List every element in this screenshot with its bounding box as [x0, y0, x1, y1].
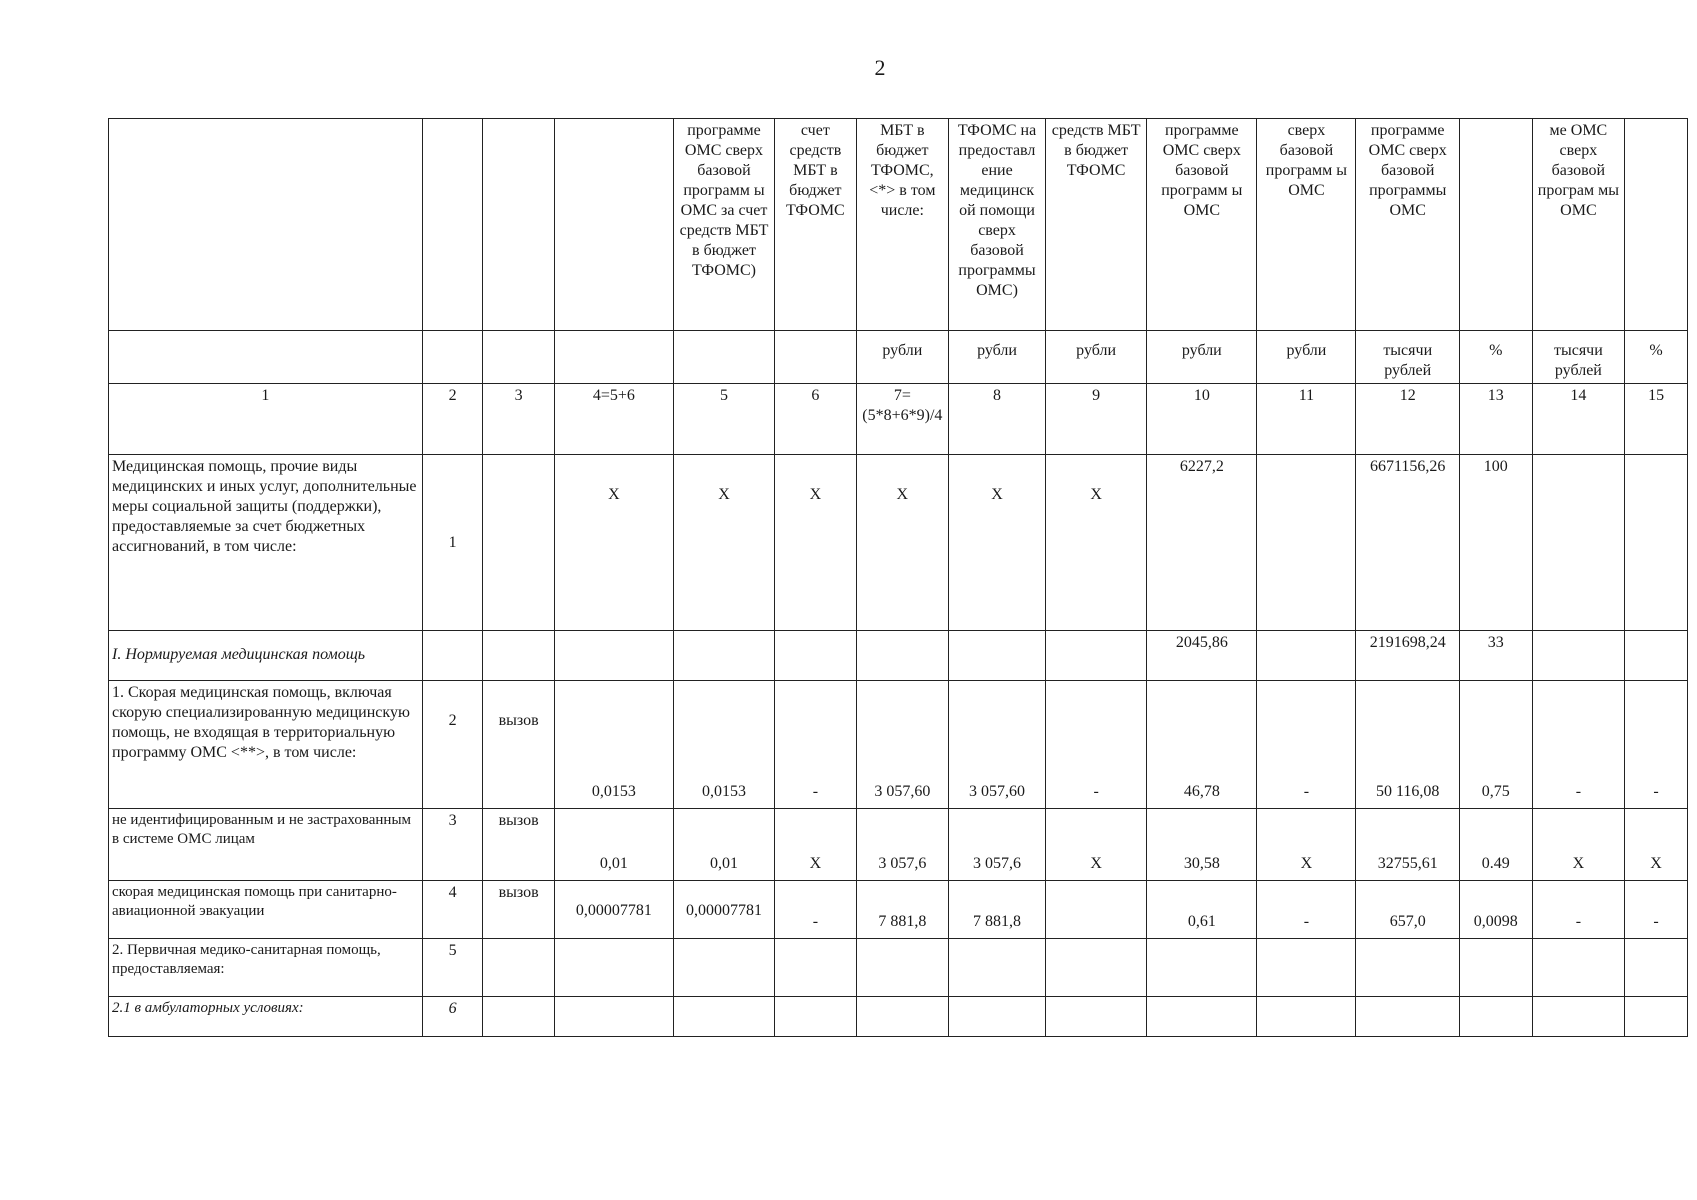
cell-empty [856, 997, 948, 1037]
row-label: 2. Первичная медико-санитарная помощь, предоставляемая: [109, 939, 423, 997]
cell-empty [1257, 997, 1356, 1037]
cell-c10: 2045,86 [1147, 631, 1257, 681]
cell-c10: 6227,2 [1147, 455, 1257, 631]
cell-c6 [775, 631, 856, 681]
table-row [109, 455, 1688, 631]
cell-c11: Х [1257, 809, 1356, 881]
col-number: 9 [1045, 384, 1146, 455]
table-row [109, 881, 1688, 939]
col-number: 10 [1147, 384, 1257, 455]
header-cell-12: программе ОМС сверх базовой программы ОМС [1356, 119, 1460, 331]
row-unit [483, 455, 555, 631]
cell-c4: Х [554, 455, 673, 631]
cell-empty [775, 939, 856, 997]
row-label: 2.1 в амбулаторных условиях: [109, 997, 423, 1037]
cell-c14 [1532, 455, 1624, 631]
header-cell-11: сверх базовой программ ы ОМС [1257, 119, 1356, 331]
cell-c10: 30,58 [1147, 809, 1257, 881]
cell-empty [949, 939, 1046, 997]
cell-c7: Х [856, 455, 948, 631]
cell-c15 [1625, 631, 1688, 681]
header-cell-3 [483, 119, 555, 331]
cell-c10: 0,61 [1147, 881, 1257, 939]
header-cell-9: средств МБТ в бюджет ТФОМС [1045, 119, 1146, 331]
cell-c5 [673, 631, 774, 681]
cell-c5: 0,00007781 [673, 881, 774, 939]
row-unit: вызов [483, 809, 555, 881]
col-number: 7=(5*8+6*9)/4 [856, 384, 948, 455]
cell-empty [1356, 939, 1460, 997]
cell-empty [1045, 997, 1146, 1037]
header-cell-2 [422, 119, 483, 331]
cell-empty [1459, 939, 1532, 997]
header-cell-13 [1459, 119, 1532, 331]
cell-c13: 0,75 [1459, 681, 1532, 809]
cell-c7: 3 057,60 [856, 681, 948, 809]
cell-c14: - [1532, 881, 1624, 939]
cell-c8: 7 881,8 [949, 881, 1046, 939]
cell-c12: 6671156,26 [1356, 455, 1460, 631]
cell-empty [673, 997, 774, 1037]
row-label: I. Нормируемая медицинская помощь [109, 631, 423, 681]
header-cell-15 [1625, 119, 1688, 331]
header-cell-6: счет средств МБТ в бюджет ТФОМС [775, 119, 856, 331]
cell-c6: Х [775, 455, 856, 631]
header-cell-8: ТФОМС на предоставл ение медицинск ой помощи сверх базовой программы ОМС) [949, 119, 1046, 331]
col-number: 5 [673, 384, 774, 455]
cell-c11 [1257, 631, 1356, 681]
cell-c12: 32755,61 [1356, 809, 1460, 881]
cell-empty [1625, 997, 1688, 1037]
cell-c8: 3 057,60 [949, 681, 1046, 809]
cell-empty [775, 997, 856, 1037]
cell-empty [949, 997, 1046, 1037]
cell-c8: 3 057,6 [949, 809, 1046, 881]
cell-c14 [1532, 631, 1624, 681]
row-unit [483, 631, 555, 681]
unit-cell-13: % [1459, 331, 1532, 384]
cell-empty [483, 939, 555, 997]
unit-cell-10: рубли [1147, 331, 1257, 384]
cell-empty [1459, 997, 1532, 1037]
row-number: 4 [422, 881, 483, 939]
table-row [109, 681, 1688, 809]
cell-c10: 46,78 [1147, 681, 1257, 809]
col-number: 2 [422, 384, 483, 455]
col-number: 8 [949, 384, 1046, 455]
col-number: 14 [1532, 384, 1624, 455]
unit-cell-14: тысячи рублей [1532, 331, 1624, 384]
cell-c4: 0,00007781 [554, 881, 673, 939]
cell-empty [1147, 997, 1257, 1037]
cell-c9: - [1045, 681, 1146, 809]
cell-c6: Х [775, 809, 856, 881]
unit-cell-7: рубли [856, 331, 948, 384]
table-row [109, 997, 1688, 1037]
row-number: 1 [422, 455, 483, 631]
cell-c5: Х [673, 455, 774, 631]
col-number: 3 [483, 384, 555, 455]
units-row [109, 331, 1688, 384]
cell-c6: - [775, 881, 856, 939]
cell-c13: 0.49 [1459, 809, 1532, 881]
unit-cell-4 [554, 331, 673, 384]
header-cell-5: программе ОМС сверх базовой программ ы ОМС за счет средств МБТ в бюджет ТФОМС) [673, 119, 774, 331]
row-unit: вызов [483, 881, 555, 939]
table-row [109, 809, 1688, 881]
unit-cell-8: рубли [949, 331, 1046, 384]
row-number: 3 [422, 809, 483, 881]
row-number: 6 [422, 997, 483, 1037]
unit-cell-1 [109, 331, 423, 384]
cell-c7 [856, 631, 948, 681]
cell-c9: Х [1045, 809, 1146, 881]
unit-cell-11: рубли [1257, 331, 1356, 384]
unit-cell-2 [422, 331, 483, 384]
row-number: 2 [422, 681, 483, 809]
header-cell-4 [554, 119, 673, 331]
cell-c12: 657,0 [1356, 881, 1460, 939]
cell-empty [1356, 997, 1460, 1037]
cell-c13: 0,0098 [1459, 881, 1532, 939]
cell-c12: 50 116,08 [1356, 681, 1460, 809]
budget-table [108, 118, 1688, 1037]
cell-empty [673, 939, 774, 997]
cell-c9 [1045, 631, 1146, 681]
cell-c14: - [1532, 681, 1624, 809]
cell-empty [1532, 997, 1624, 1037]
cell-empty [1257, 939, 1356, 997]
row-number [422, 631, 483, 681]
header-cell-14: ме ОМС сверх базовой програм мы ОМС [1532, 119, 1624, 331]
cell-c8 [949, 631, 1046, 681]
cell-c14: Х [1532, 809, 1624, 881]
cell-c7: 3 057,6 [856, 809, 948, 881]
cell-c13: 100 [1459, 455, 1532, 631]
cell-c6: - [775, 681, 856, 809]
col-number: 11 [1257, 384, 1356, 455]
row-number: 5 [422, 939, 483, 997]
col-number: 12 [1356, 384, 1460, 455]
cell-c11 [1257, 455, 1356, 631]
cell-c4: 0,0153 [554, 681, 673, 809]
cell-c15: - [1625, 881, 1688, 939]
table-row [109, 631, 1688, 681]
header-cell-1 [109, 119, 423, 331]
cell-empty [1625, 939, 1688, 997]
cell-c12: 2191698,24 [1356, 631, 1460, 681]
cell-c11: - [1257, 681, 1356, 809]
unit-cell-5 [673, 331, 774, 384]
cell-c9: Х [1045, 455, 1146, 631]
col-number: 1 [109, 384, 423, 455]
row-label: не идентифицированным и не застрахованным в системе ОМС лицам [109, 809, 423, 881]
page-number: 2 [874, 55, 886, 80]
cell-c5: 0,0153 [673, 681, 774, 809]
table-row [109, 939, 1688, 997]
cell-c13: 33 [1459, 631, 1532, 681]
row-label: скорая медицинская помощь при санитарно-авиационной эвакуации [109, 881, 423, 939]
cell-c15: Х [1625, 809, 1688, 881]
row-label: 1. Скорая медицинская помощь, включая скорую специализированную медицинскую помощь, не входящая в территориальную программу ОМС <**>, в том числе: [109, 681, 423, 809]
cell-empty [1147, 939, 1257, 997]
cell-empty [483, 997, 555, 1037]
unit-cell-6 [775, 331, 856, 384]
cell-c4: 0,01 [554, 809, 673, 881]
cell-empty [856, 939, 948, 997]
unit-cell-15: % [1625, 331, 1688, 384]
cell-c15: - [1625, 681, 1688, 809]
cell-c5: 0,01 [673, 809, 774, 881]
cell-c4 [554, 631, 673, 681]
col-number: 15 [1625, 384, 1688, 455]
cell-c11: - [1257, 881, 1356, 939]
column-numbers-row [109, 384, 1688, 455]
cell-c15 [1625, 455, 1688, 631]
header-cell-7: МБТ в бюджет ТФОМС, <*> в том числе: [856, 119, 948, 331]
cell-c7: 7 881,8 [856, 881, 948, 939]
cell-c9 [1045, 881, 1146, 939]
unit-cell-3 [483, 331, 555, 384]
header-row [109, 119, 1688, 331]
cell-empty [554, 939, 673, 997]
cell-c8: Х [949, 455, 1046, 631]
cell-empty [1532, 939, 1624, 997]
unit-cell-9: рубли [1045, 331, 1146, 384]
col-number: 13 [1459, 384, 1532, 455]
cell-empty [1045, 939, 1146, 997]
col-number: 6 [775, 384, 856, 455]
row-unit: вызов [483, 681, 555, 809]
col-number: 4=5+6 [554, 384, 673, 455]
unit-cell-12: тысячи рублей [1356, 331, 1460, 384]
header-cell-10: программе ОМС сверх базовой программ ы ОМС [1147, 119, 1257, 331]
row-label: Медицинская помощь, прочие виды медицинских и иных услуг, дополнительные меры социальной защиты (поддержки), предоставляемые за счет бюджетных ассигнований, в том числе: [109, 455, 423, 631]
cell-empty [554, 997, 673, 1037]
